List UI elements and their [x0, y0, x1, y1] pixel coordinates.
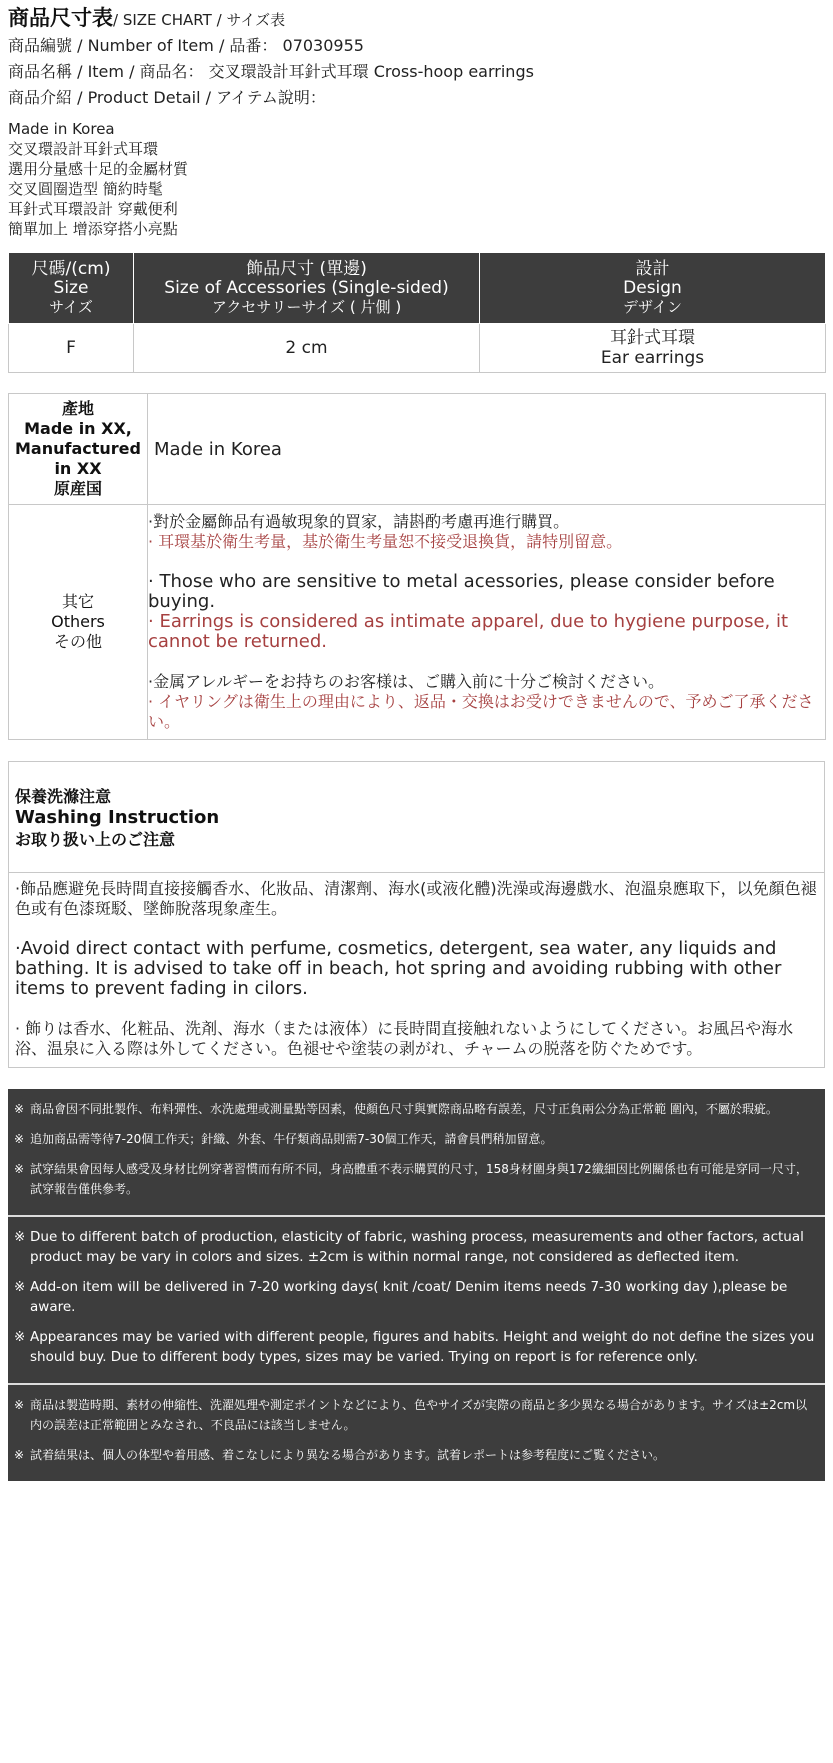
washing-instruction [8, 761, 825, 1068]
design-cell: 耳針式耳環 Ear earrings [480, 324, 826, 373]
description-line: 簡單加上 增添穿搭小亮點 [8, 220, 178, 238]
notice-cn-1: ·對於金屬飾品有過敏現象的買家，請斟酌考慮再進行購買。 [148, 512, 570, 531]
description-line: 選用分量感十足的金屬材質 [8, 160, 189, 178]
description-line: 交叉環設計耳針式耳環 [8, 140, 159, 158]
item-name-line [8, 59, 825, 85]
size-cell: F [9, 324, 134, 373]
product-description [8, 119, 825, 239]
item-number-label: 商品編號 / Number of Item / 品番： [8, 36, 278, 55]
list-item: ※ Due to different batch of production, elasticity of fabric, washing process, measurements and other factors, actual product may be vary in colors and sizes. ±2cm is within normal range, not considered as deflected item. [14, 1229, 804, 1265]
description-line: 耳針式耳環設計 穿戴便利 [8, 200, 178, 218]
origin-row [9, 394, 826, 505]
others-notice [148, 505, 826, 740]
washing-cn: ·飾品應避免長時間直接接觸香水、化妝品、清潔劑、海水(或液化體)洗澡或海邊戲水、泡溫泉應取下，以免顏色褪色或有色漆斑駁、墜飾脫落現象產生。 [15, 879, 817, 918]
list-item: ※ 商品は製造時期、素材の伸縮性、洗濯処理や測定ポイントなどにより、色やサイズが実際の商品と多少異なる場合があります。サイズは±2cm以内の誤差は正常範囲とみなされ、不良品には該当しません。 [14, 1398, 808, 1432]
size-table-header [9, 253, 826, 324]
list-item: ※ Appearances may be varied with different people, figures and habits. Height and weight do not define the sizes you should buy. Due to different body types, sizes may be varied. Trying on report is for reference only. [14, 1329, 815, 1365]
item-number-line [8, 33, 825, 59]
table-row [9, 324, 826, 373]
product-detail-label: 商品介紹 / Product Detail / アイテム說明： [8, 88, 326, 107]
origin-label: 產地 Made in XX, Manufactured in XX 原産国 [9, 394, 148, 505]
info-table [8, 393, 826, 740]
notice-en-1: · Those who are sensitive to metal acessories, please consider before buying. [148, 571, 775, 612]
list-item: ※ 試穿結果會因每人感受及身材比例穿著習慣而有所不同，身高體重不表示購買的尺寸，158身材圍身與172纖細因比例關係也有可能是穿同一尺寸，試穿報告僅供參考。 [14, 1162, 808, 1196]
list-item: ※ 追加商品需等待7-20個工作天；針織、外套、牛仔類商品則需7-30個工作天，請會員們稍加留意。 [14, 1132, 553, 1146]
notes-cn [8, 1089, 825, 1217]
title-main: 商品尺寸表 [8, 6, 113, 30]
others-label: 其它 Others その他 [9, 505, 148, 740]
list-item: ※ 試着結果は、個人の体型や着用感、着こなしにより異なる場合があります。試着レポートは参考程度にご覧ください。 [14, 1448, 666, 1462]
washing-en: ·Avoid direct contact with perfume, cosmetics, detergent, sea water, any liquids and bathing. It is advised to take off in beach, hot spring and avoiding rubbing with other items to prevent fading in cilors. [15, 938, 782, 999]
design-header: 設計 Design デザイン [480, 253, 826, 324]
accessory-size-header: 飾品尺寸 (單邊) Size of Accessories (Single-sided) アクセサリーサイズ ( 片側 ) [134, 253, 480, 324]
item-name-label: 商品名稱 / Item / 商品名： [8, 62, 204, 81]
washing-body [9, 873, 824, 1067]
notice-cn-2: · 耳環基於衛生考量，基於衛生考量恕不接受退換貨，請特別留意。 [148, 532, 623, 551]
list-item: ※ 商品會因不同批製作、布料彈性、水洗處理或測量點等因素，使顏色尺寸與實際商品略有誤差，尺寸正負兩公分為正常範 圍內，不屬於瑕疵。 [14, 1102, 778, 1116]
notice-jp-2: · イヤリングは衛生上の理由により、返品・交換はお受けできませんので、予めご了承ください。 [148, 692, 814, 731]
size-header: 尺碼/(cm) Size サイズ [9, 253, 134, 324]
item-name: 交叉環設計耳針式耳環 Cross-hoop earrings [208, 62, 534, 81]
notice-en-2: · Earrings is considered as intimate apparel, due to hygiene purpose, it cannot be returned. [148, 611, 789, 652]
description-line: Made in Korea [8, 120, 115, 138]
notes-panel [8, 1089, 825, 1481]
washing-heading: 保養洗滌注意 Washing Instruction お取り扱い上のご注意 [9, 762, 824, 873]
size-chart-page [8, 0, 825, 1481]
description-line: 交叉圓圈造型 簡約時髦 [8, 180, 163, 198]
notes-en [8, 1217, 825, 1385]
washing-jp: · 飾りは香水、化粧品、洗剤、海水（または液体）に長時間直接触れないようにしてください。お風呂や海水浴、温泉に入る際は外してください。色褪せや塗装の剥がれ、チャームの脱落を防ぐためです。 [15, 1019, 794, 1058]
page-title [8, 5, 825, 33]
notice-jp-1: ·金属アレルギーをお持ちのお客様は、ご購入前に十分ご検討ください。 [148, 672, 665, 691]
dimension-cell: 2 cm [134, 324, 480, 373]
item-number: 07030955 [282, 36, 364, 55]
title-sub: / SIZE CHART / サイズ表 [113, 11, 286, 29]
notes-jp [8, 1385, 825, 1481]
list-item: ※ Add-on item will be delivered in 7-20 working days( knit /coat/ Denim items needs 7-30 working day ),please be aware. [14, 1279, 788, 1315]
size-table [8, 252, 826, 373]
origin-value: Made in Korea [148, 394, 826, 505]
others-row [9, 505, 826, 740]
